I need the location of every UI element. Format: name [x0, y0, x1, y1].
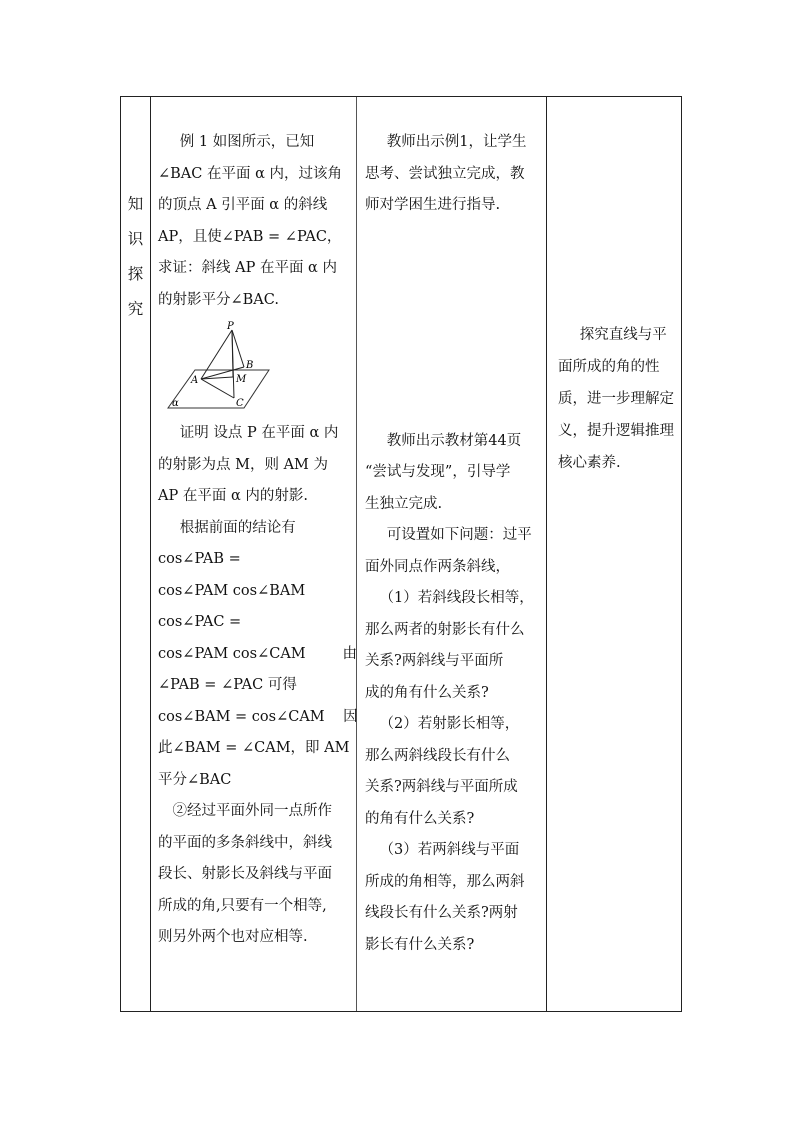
task-line: 的角有什么关系?	[365, 810, 475, 827]
lesson-table	[120, 96, 682, 1012]
purpose-line: 核心素养.	[558, 455, 621, 471]
segment-AC	[201, 379, 234, 398]
label-B: B	[246, 360, 254, 371]
conclusion-line: 此∠BAM = ∠CAM，即 AM	[158, 740, 350, 756]
section-label-char: 究	[127, 300, 144, 318]
conclusion-line: cos∠PAM cos∠BAM	[158, 582, 306, 599]
task-line: （1）若斜线段长相等，	[379, 590, 534, 606]
task-line: 生独立完成.	[365, 495, 443, 512]
task-line: 关系?两斜线与平面所	[365, 653, 504, 669]
task-line: 成的角有什么关系?	[365, 684, 489, 701]
example-line: 例 1 如图所示，已知	[179, 134, 315, 150]
conclusion-line: 平分∠BAC	[158, 771, 232, 788]
label-alpha: α	[172, 398, 179, 409]
section-label-char: 识	[127, 230, 144, 248]
task-line: 所成的角相等，那么两斜	[365, 873, 525, 890]
task-line: “尝试与发现”，引导学	[365, 464, 511, 480]
spacer	[365, 222, 549, 426]
note-line: ②经过平面外同一点所作	[172, 803, 332, 819]
task-line: 教师出示教材第44页	[386, 432, 522, 449]
proof-line: 的射影为点 M，则 AM 为	[158, 456, 328, 473]
segment-PB	[232, 330, 244, 367]
example-line: AP，且使∠PAB = ∠PAC，	[158, 228, 342, 245]
note-line: 所成的角,只要有一个相等,	[158, 897, 327, 914]
conclusion-line: cos∠BAM = cos∠CAM 因	[158, 708, 358, 725]
section-label	[121, 187, 150, 327]
purpose-line: 探究直线与平	[579, 327, 667, 343]
task-line: 影长有什么关系?	[365, 936, 475, 953]
label-C: C	[236, 398, 244, 409]
teacher-line: 教师出示例1，让学生	[386, 134, 527, 150]
conclusion-line: cos∠PAM cos∠CAM 由	[158, 645, 358, 662]
task-line: （2）若射影长相等，	[379, 716, 520, 732]
example-line: 的射影平分∠BAC.	[158, 291, 279, 308]
example-line: ∠BAC 在平面 α 内，过该角	[158, 165, 342, 182]
teacher-column	[365, 127, 549, 961]
label-M: M	[236, 374, 247, 385]
conclusion-line: cos∠PAC =	[158, 614, 242, 630]
note-line: 则另外两个也对应相等.	[158, 929, 308, 945]
geometry-figure	[162, 320, 352, 412]
purpose-line: 面所成的角的性	[558, 359, 660, 375]
purpose-line: 质，进一步理解定	[558, 391, 674, 407]
teacher-line: 思考、尝试独立完成，教	[365, 165, 525, 182]
task-line: 线段长有什么关系?两射	[365, 905, 518, 921]
task-line: 那么两斜线段长有什么	[365, 747, 510, 764]
task-line: 可设置如下问题：过平	[386, 527, 532, 543]
purpose-column	[558, 319, 676, 479]
example-line: 的顶点 A 引平面 α 的斜线	[158, 197, 328, 213]
proof-line: AP 在平面 α 内的射影.	[158, 488, 308, 504]
teacher-line: 师对学困生进行指导.	[365, 197, 501, 213]
task-line: 那么两者的射影长有什么	[365, 621, 525, 638]
section-label-char: 知	[127, 195, 144, 213]
label-P: P	[227, 321, 234, 332]
note-line: 段长、射影长及斜线与平面	[158, 866, 332, 882]
task-line: 面外同点作两条斜线，	[365, 558, 510, 575]
content-column	[158, 127, 358, 954]
purpose-line: 义，提升逻辑推理	[558, 423, 674, 439]
label-A: A	[191, 375, 199, 386]
conclusion-line: 根据前面的结论有	[179, 519, 296, 536]
task-line: （3）若两斜线与平面	[379, 842, 520, 858]
column-divider	[150, 97, 151, 1011]
example-line: 求证：斜线 AP 在平面 α 内	[158, 260, 337, 276]
conclusion-line: cos∠PAB =	[158, 551, 241, 567]
proof-line: 证明 设点 P 在平面 α 内	[179, 425, 339, 441]
conclusion-line: ∠PAB = ∠PAC 可得	[158, 677, 297, 693]
note-line: 的平面的多条斜线中，斜线	[158, 834, 332, 851]
column-divider	[356, 97, 357, 1011]
task-line: 关系?两斜线与平面所成	[365, 779, 518, 795]
section-label-char: 探	[127, 265, 144, 283]
